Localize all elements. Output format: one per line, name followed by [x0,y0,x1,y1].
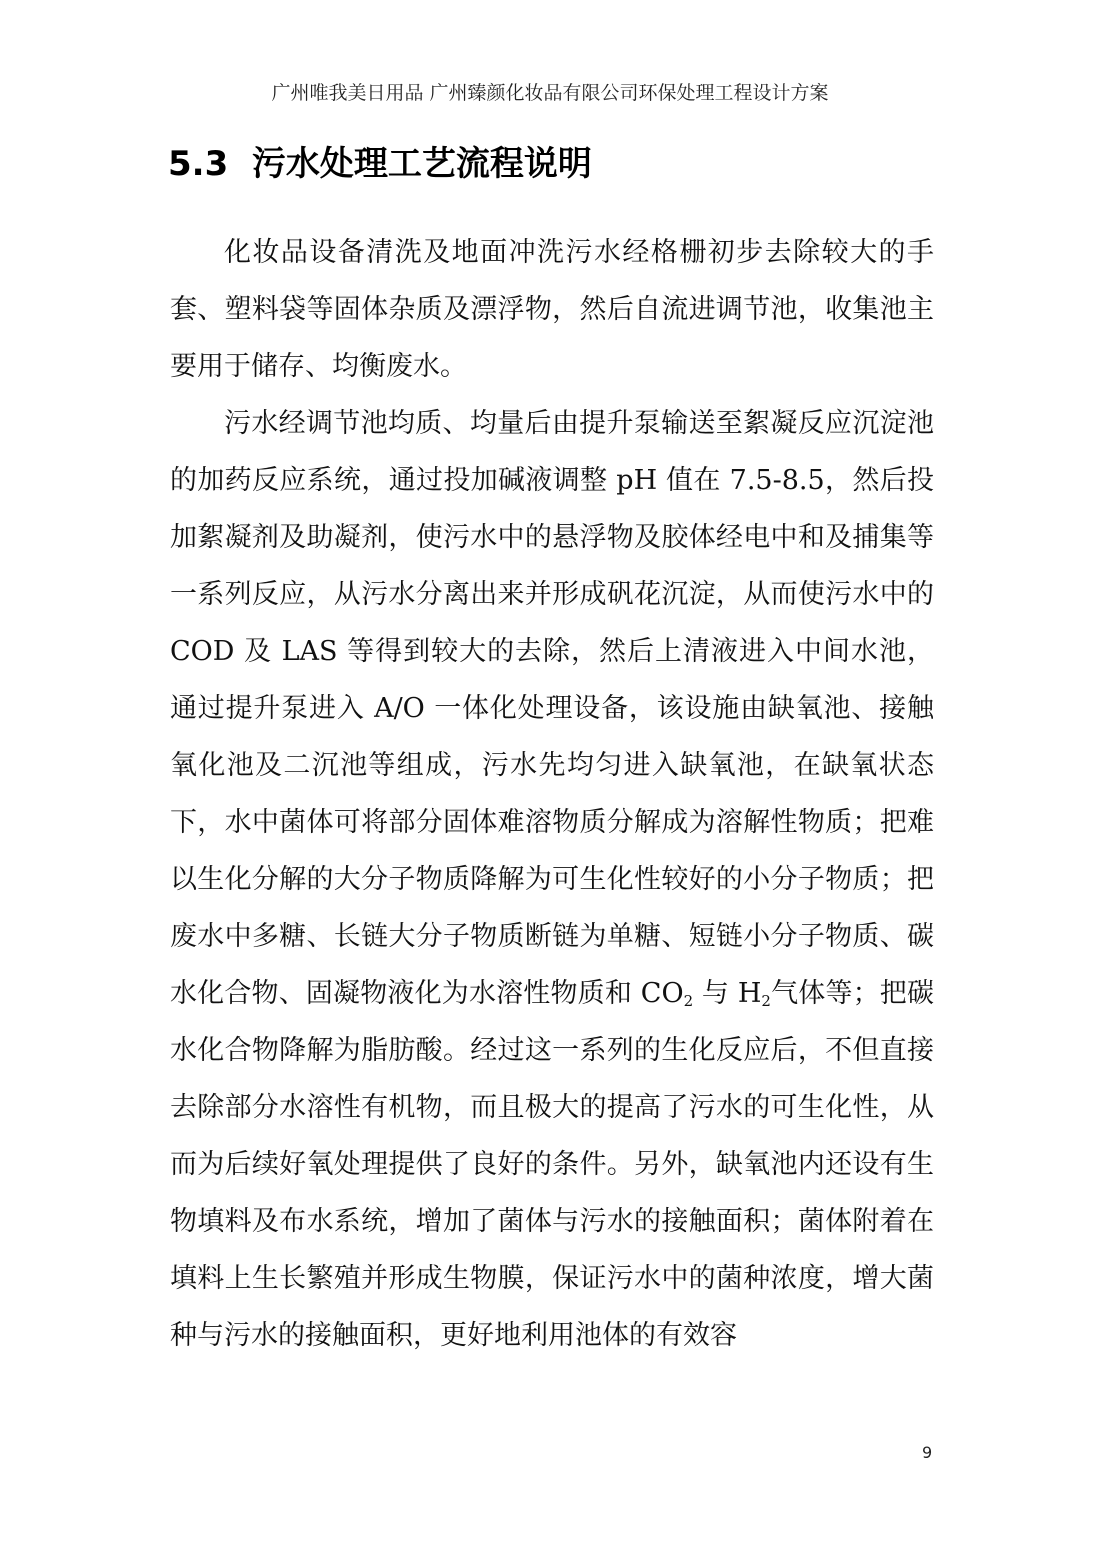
h2-subscript: 2 [761,992,771,1010]
h2-base: H [737,978,762,1009]
paragraph-process-text-a: 污水经调节池均质、均量后由提升泵输送至絮凝反应沉淀池的加药反应系统，通过投加碱液调整 pH 值在 7.5-8.5，然后投加絮凝剂及助凝剂，使污水中的悬浮物及胶体经电中和及捕集等一系列反应，从污水分离出来并形成矾花沉淀，从而使污水中的 COD 及 LAS 等得到较大的去除，然后上清液进入中间水池，通过提升泵进入 A/O 一体化处理设备，该设施由缺氧池、接触氧化池及二沉池等组成，污水先均匀进入缺氧池，在缺氧状态下，水中菌体可将部分固体难溶物质分解成为溶解性物质；把难以生化分解的大分子物质降解为可生化性较好的小分子物质；把废水中多糖、长链大分子物质断链为单糖、短链小分子物质、碳水化合物、固凝物液化为水溶性物质和 [170,408,934,1009]
and-text: 与 [701,978,738,1009]
running-header: 广州唯我美日用品 广州臻颜化妆品有限公司环保处理工程设计方案 [271,82,829,104]
section-number: 5.3 [168,144,229,184]
co2-formula [641,978,693,1009]
co2-base: CO [640,978,684,1009]
co2-subscript: 2 [683,992,694,1010]
page-number: 9 [922,1443,933,1462]
h2-formula [738,978,771,1009]
paragraph-process-text-b: 气体等；把碳水化合物降解为脂肪酸。经过这一系列的生化反应后，不但直接去除部分水溶性有机物，而且极大的提高了污水的可生化性，从而为后续好氧处理提供了良好的条件。另外，缺氧池内还设有生物填料及布水系统，增加了菌体与污水的接触面积；菌体附着在填料上生长繁殖并形成生物膜，保证污水中的菌种浓度，增大菌种与污水的接触面积，更好地利用池体的有效容 [170,978,934,1351]
paragraph-process [170,395,934,1364]
paragraph-intro: 化妆品设备清洗及地面冲洗污水经格栅初步去除较大的手套、塑料袋等固体杂质及漂浮物，然后自流进调节池，收集池主要用于储存、均衡废水。 [170,237,934,382]
section-title: 污水处理工艺流程说明 [251,144,592,184]
section-heading [168,140,592,188]
